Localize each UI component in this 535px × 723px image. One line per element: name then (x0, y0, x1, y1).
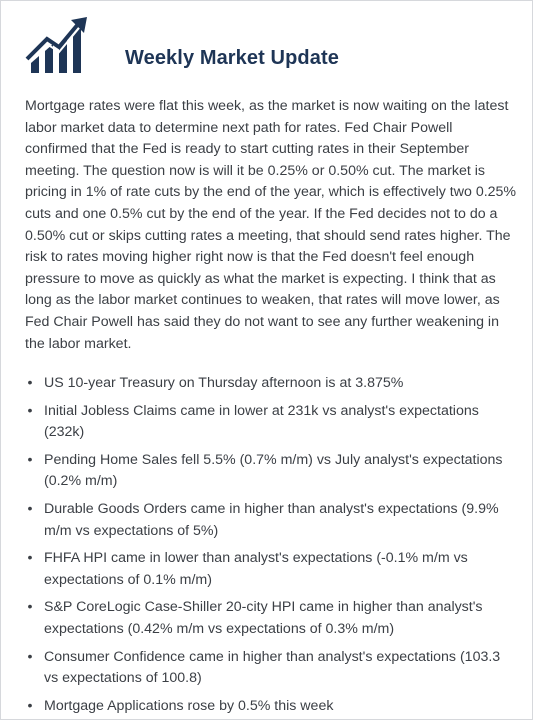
list-item (25, 401, 517, 444)
bullet-text: FHFA HPI came in lower than analyst's expectations (-0.1% m/m vs expectations of 0.1% m/m) (44, 550, 468, 588)
bullet-text: Pending Home Sales fell 5.5% (0.7% m/m) vs July analyst's expectations (0.2% m/m) (44, 451, 503, 490)
bullet-text: Consumer Confidence came in higher than analyst's expectations (103.3 vs expectations of 100.8) (44, 648, 501, 687)
bullet-marker: • (27, 375, 33, 391)
list-item (25, 696, 517, 718)
bullet-text: Mortgage Applications rose by 0.5% this week (44, 697, 334, 714)
bullet-marker: • (27, 697, 33, 714)
bullet-marker: • (27, 402, 33, 419)
bullet-text: US 10-year Treasury on Thursday afternoon is at 3.875% (44, 375, 404, 391)
list-item (25, 499, 517, 542)
bullet-text: Durable Goods Orders came in higher than analyst's expectations (9.9% m/m vs expectations of 5%) (44, 500, 499, 539)
bullet-marker: • (27, 550, 33, 567)
header (25, 15, 87, 75)
list-item (25, 597, 517, 640)
list-item (25, 647, 517, 690)
list-item (25, 373, 517, 395)
list-item (25, 548, 517, 591)
market-bullet-list (25, 373, 517, 723)
bullet-text: S&P CoreLogic Case-Shiller 20-city HPI came in higher than analyst's expectations (0.42% m/m vs expectations of 0.3% m/m) (44, 599, 483, 637)
bullet-text: Initial Jobless Claims came in lower at 231k vs analyst's expectations (232k) (44, 402, 479, 441)
list-item (25, 450, 517, 493)
rising-bar-chart-icon (25, 17, 87, 73)
intro-paragraph: Mortgage rates were flat this week, as the market is now waiting on the latest labor market data to determine next path for rates. Fed Chair Powell confirmed that the Fed is ready to start cutting rates in their September meeting. The question now is will it be 0.25% or 0.50% cut. The market is pricing in 1% of rate cuts by the end of the year, which is effectively two 0.25% cuts and one 0.5% cut by the end of the year. If the Fed decides not to do a 0.50% cut or skips cutting rates a meeting, that should send rates higher. The risk to rates moving higher right now is that the Fed doesn't feel enough pressure to move as quickly as what the market is expecting. I think that as long as the labor market continues to weaken, that rates will move lower, as Fed Chair Powell has said they do not want to see any further weakening in the labor market. (25, 98, 517, 352)
bullet-marker: • (27, 648, 33, 665)
bullet-marker: • (27, 500, 33, 517)
bullet-marker: • (27, 599, 33, 616)
bullet-marker: • (27, 451, 33, 468)
page-title: Weekly Market Update (125, 47, 339, 69)
